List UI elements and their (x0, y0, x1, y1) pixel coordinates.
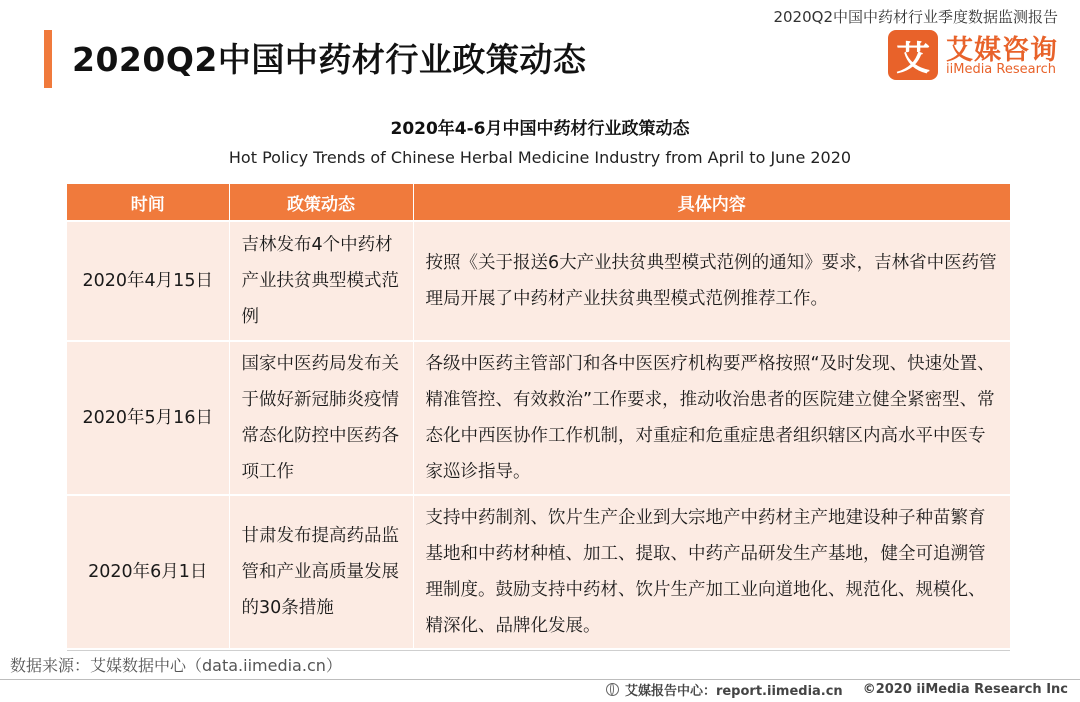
column-header-policy: 政策动态 (229, 184, 413, 221)
table-subtitle: Hot Policy Trends of Chinese Herbal Medicine Industry from April to June 2020 (228, 148, 852, 167)
table-header-row (67, 184, 1010, 221)
table-title: 2020年4-6月中国中药材行业政策动态 (390, 119, 690, 139)
logo-en-name: iiMedia Research (946, 62, 1057, 77)
column-header-content: 具体内容 (413, 184, 1010, 221)
table-row (67, 341, 1010, 495)
globe-icon (606, 683, 619, 696)
column-header-date: 时间 (67, 184, 229, 221)
row-policy: 国家中医药局发布关于做好新冠肺炎疫情常态化防控中医药各项工作 (229, 341, 413, 495)
row-content: 按照《关于报送6大产业扶贫典型模式范例的通知》要求，吉林省中医药管理局开展了中药材产业扶贫典型模式范例推荐工作。 (413, 221, 1010, 341)
report-center-link[interactable]: 艾媒报告中心：report.iimedia.cn (624, 684, 843, 699)
footer (606, 680, 1068, 699)
copyright: ©2020 iiMedia Research Inc (862, 682, 1068, 697)
title-accent-bar (44, 30, 52, 88)
data-source: 数据来源：艾媒数据中心（data.iimedia.cn） (10, 656, 342, 675)
table-bottom-divider (67, 650, 1010, 651)
row-policy: 吉林发布4个中药材产业扶贫典型模式范例 (229, 221, 413, 341)
table-row (67, 495, 1010, 648)
row-content: 各级中医药主管部门和各中医医疗机构要严格按照“及时发现、快速处置、精准管控、有效救治”工作要求，推动收治患者的医院建立健全紧密型、常态化中西医协作工作机制，对重症和危重症患者组织辖区内高水平中医专家巡诊指导。 (413, 341, 1010, 495)
row-date: 2020年6月1日 (67, 495, 229, 648)
row-content: 支持中药制剂、饮片生产企业到大宗地产中药材主产地建设种子种苗繁育基地和中药材种植、加工、提取、中药产品研发生产基地，健全可追溯管理制度。鼓励支持中药材、饮片生产加工业向道地化、规范化、规模化、精深化、品牌化发展。 (413, 495, 1010, 648)
logo-mark-icon: 艾 (888, 30, 938, 80)
policy-table (67, 184, 1010, 648)
logo-cn-name: 艾媒咨询 (946, 35, 1058, 66)
report-name: 2020Q2中国中药材行业季度数据监测报告 (773, 8, 1058, 26)
logo (888, 30, 1063, 82)
row-date: 2020年5月16日 (67, 341, 229, 495)
table-row (67, 221, 1010, 341)
row-date: 2020年4月15日 (67, 221, 229, 341)
row-policy: 甘肃发布提高药品监管和产业高质量发展的30条措施 (229, 495, 413, 648)
page-title: 2020Q2中国中药材行业政策动态 (72, 40, 587, 79)
